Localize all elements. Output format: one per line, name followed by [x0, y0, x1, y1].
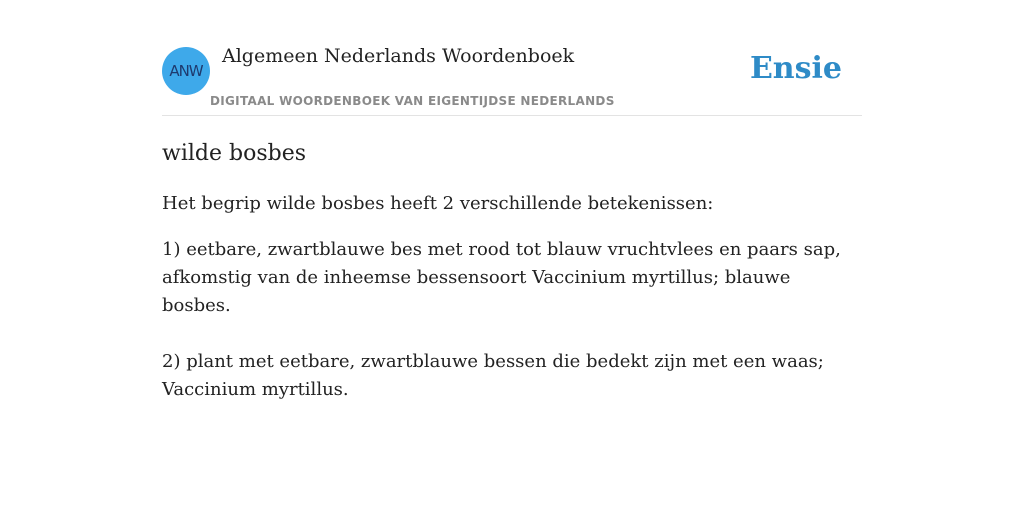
entry-intro: Het begrip wilde bosbes heeft 2 verschillende betekenissen:	[162, 193, 714, 214]
logo-text: ANW	[169, 62, 203, 80]
site-title[interactable]: Algemeen Nederlands Woordenboek	[222, 45, 575, 67]
site-subtitle: DIGITAAL WOORDENBOEK VAN EIGENTIJDSE NEDERLANDS	[210, 94, 615, 108]
meaning-item: 1) eetbare, zwartblauwe bes met rood tot blauw vruchtvlees en paars sap, afkomstig van de inheemse bessensoort Vaccinium myrtillus; blauwe bosbes.	[162, 239, 841, 316]
anw-logo[interactable]	[162, 47, 210, 95]
meaning-item: 2) plant met eetbare, zwartblauwe bessen die bedekt zijn met een waas; Vaccinium myrtillus.	[162, 351, 824, 400]
site-header	[162, 45, 862, 116]
entry-content	[162, 138, 862, 404]
ensie-brand-link[interactable]: Ensie	[749, 51, 842, 86]
entry-title: wilde bosbes	[162, 141, 307, 166]
